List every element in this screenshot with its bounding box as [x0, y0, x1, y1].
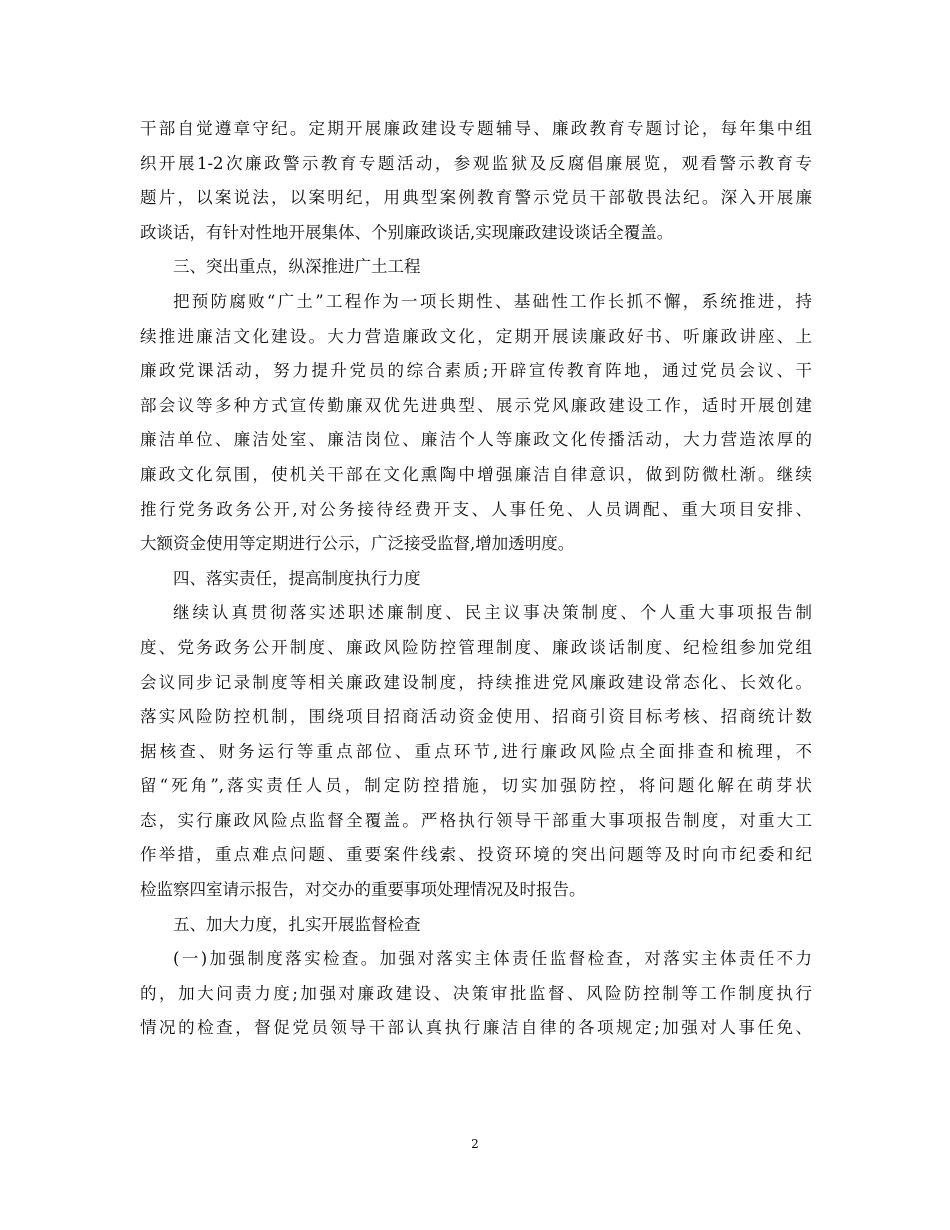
- text-line: (一)加强制度落实检查。加强对落实主体责任监督检查，对落实主体责任不力: [173, 949, 812, 969]
- text-line: 织开展1-2次廉政警示教育专题活动，参观监狱及反腐倡廉展览，观看警示教育专: [140, 153, 812, 173]
- text-line: 落实风险防控机制，围绕项目招商活动资金使用、招商引资目标考核、招商统计数: [140, 707, 812, 727]
- text-line: 把预防腐败“广土”工程作为一项长期性、基础性工作长抓不懈，系统推进，持: [173, 291, 812, 311]
- text-line: 的，加大问责力度;加强对廉政建设、决策审批监督、风险防控制等工作制度执行: [140, 983, 812, 1003]
- paragraph: [140, 942, 812, 1046]
- text-line: 度、党务政务公开制度、廉政风险防控管理制度、廉政谈话制度、纪检组参加党组: [140, 637, 812, 657]
- text-line: 推行党务政务公开,对公务接待经费开支、人事任免、人员调配、重大项目安排、: [140, 499, 812, 519]
- paragraph: [140, 596, 812, 907]
- document-body: [140, 112, 812, 1046]
- page-number: 2: [471, 1137, 479, 1151]
- text-line: 干部自觉遵章守纪。定期开展廉政建设专题辅导、廉政教育专题讨论，每年集中组: [140, 119, 812, 138]
- section-heading-5: 五、加大力度，扎实开展监督检查: [173, 914, 421, 934]
- text-line: 政谈话，有针对性地开展集体、个别廉政谈话,实现廉政建设谈话全覆盖。: [140, 222, 674, 242]
- text-line: 廉政文化氛围，使机关干部在文化熏陶中增强廉洁自律意识，做到防微杜渐。继续: [140, 464, 812, 484]
- text-line: 检监察四室请示报告，对交办的重要事项处理情况及时报告。: [140, 880, 586, 900]
- section-heading-3: 三、突出重点，纵深推进广土工程: [173, 257, 421, 277]
- text-line: 廉政党课活动，努力提升党员的综合素质;开辟宣传教育阵地，通过党员会议、干: [140, 361, 812, 381]
- paragraph: [140, 285, 812, 562]
- text-line: 廉洁单位、廉洁处室、廉洁岗位、廉洁个人等廉政文化传播活动，大力营造浓厚的: [140, 430, 812, 450]
- text-line: 大额资金使用等定期进行公示，广泛接受监督,增加透明度。: [140, 534, 575, 554]
- text-line: 留“死角”,落实责任人员，制定防控措施，切实加强防控，将问题化解在萌芽状: [140, 776, 812, 796]
- text-line: 继续认真贯彻落实述职述廉制度、民主议事决策制度、个人重大事项报告制: [173, 603, 812, 623]
- text-line: 作举措，重点难点问题、重要案件线索、投资环境的突出问题等及时向市纪委和纪: [140, 845, 812, 865]
- section-heading-4: 四、落实责任，提高制度执行力度: [173, 568, 421, 588]
- text-line: 情况的检查，督促党员领导干部认真执行廉洁自律的各项规定;加强对人事任免、: [140, 1018, 812, 1038]
- text-line: 会议同步记录制度等相关廉政建设制度，持续推进党风廉政建设常态化、长效化。: [140, 672, 812, 692]
- text-line: 部会议等多种方式宣传勤廉双优先进典型、展示党风廉政建设工作，适时开展创建: [140, 395, 812, 415]
- paragraph-continued: [140, 112, 812, 250]
- text-line: 态，实行廉政风险点监督全覆盖。严格执行领导干部重大事项报告制度，对重大工: [140, 810, 812, 830]
- text-line: 题片，以案说法，以案明纪，用典型案例教育警示党员干部敬畏法纪。深入开展廉: [140, 188, 812, 208]
- text-line: 据核查、财务运行等重点部位、重点环节,进行廉政风险点全面排查和梳理，不: [140, 741, 812, 761]
- text-line: 续推进廉洁文化建设。大力营造廉政文化，定期开展读廉政好书、听廉政讲座、上: [140, 326, 812, 346]
